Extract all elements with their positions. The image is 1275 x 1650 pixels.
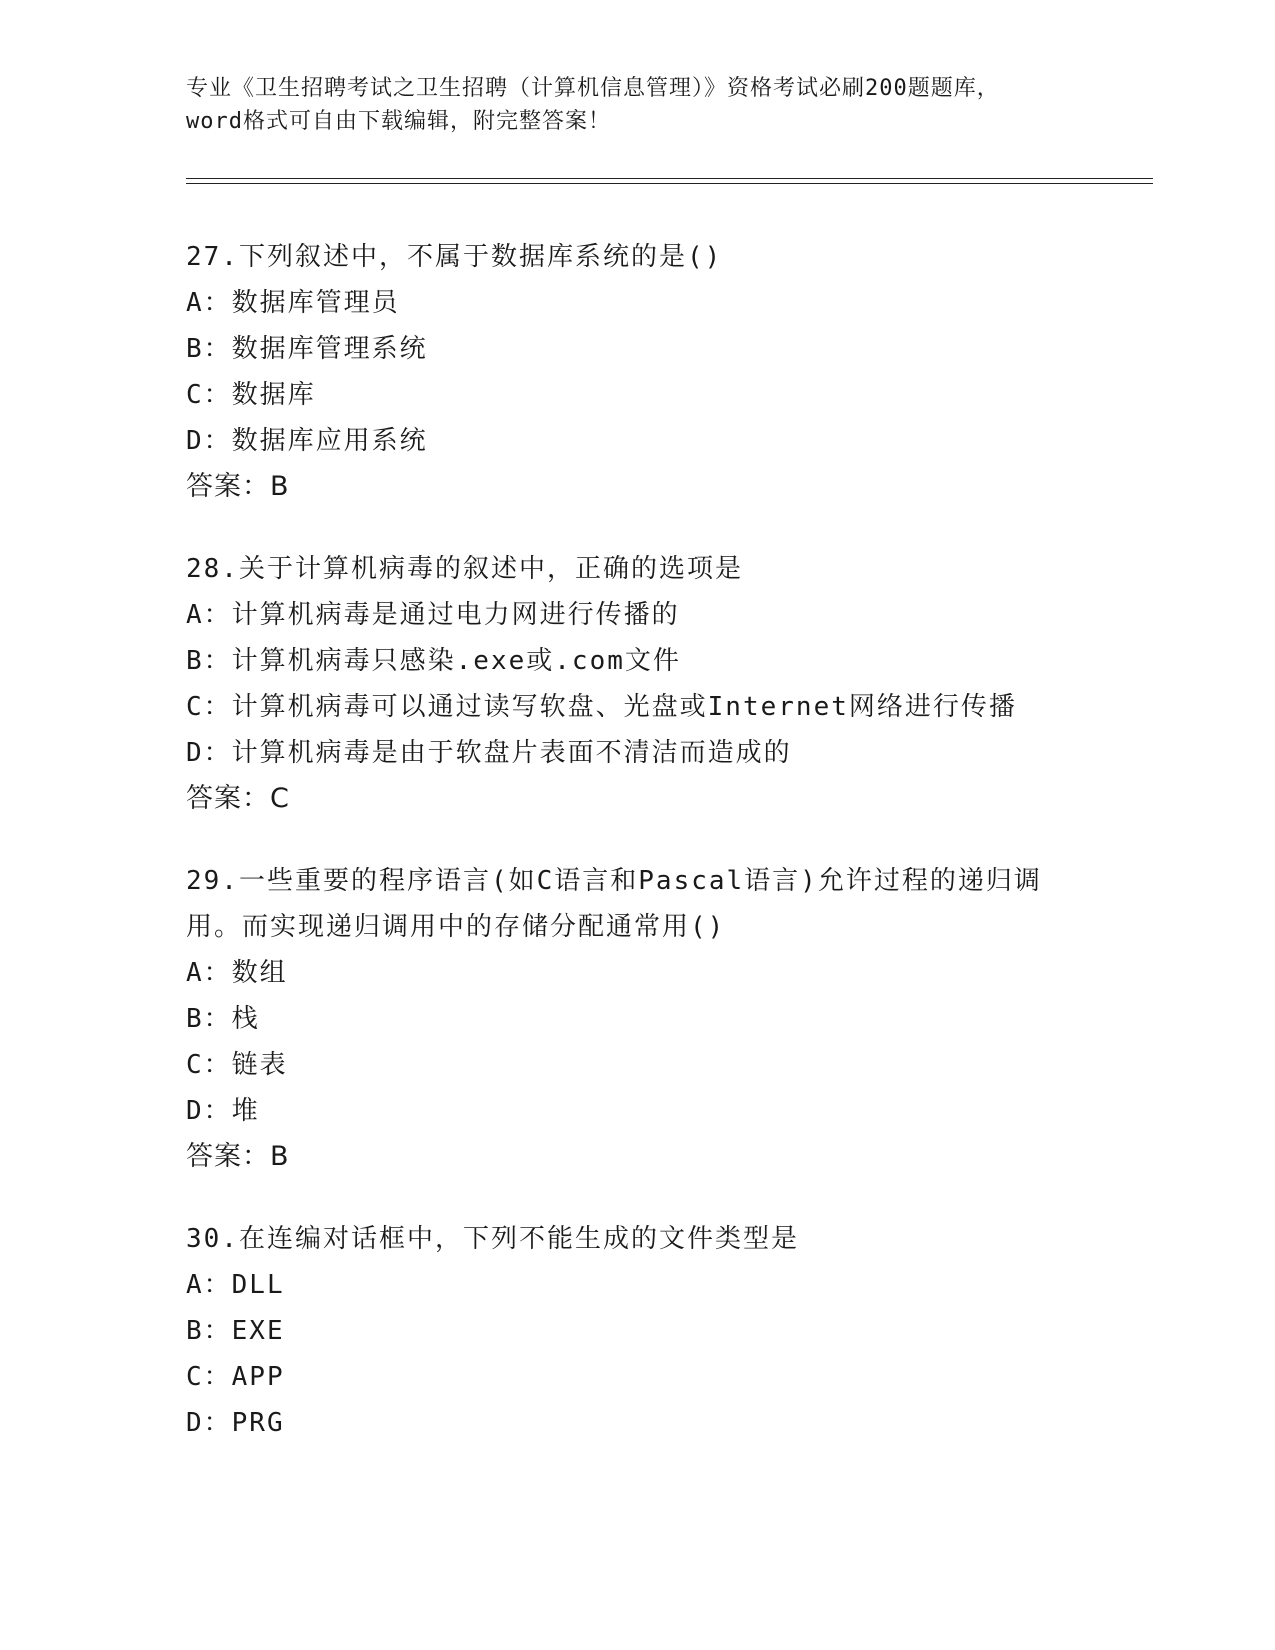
answer: 答案：B (186, 1141, 290, 1172)
option-a: A：DLL (186, 1270, 285, 1300)
answer: 答案：C (186, 783, 290, 814)
answer: 答案：B (186, 471, 290, 502)
question-list (186, 234, 1086, 1482)
question-stem: 27.下列叙述中，不属于数据库系统的是() (186, 242, 723, 272)
question-stem-continued: 用。而实现递归调用中的存储分配通常用() (186, 912, 726, 942)
question-stem: 28.关于计算机病毒的叙述中，正确的选项是 (186, 554, 743, 584)
option-d: D：PRG (186, 1408, 285, 1438)
question-28 (186, 546, 1086, 822)
header-divider-top (186, 178, 1153, 179)
option-b: B：EXE (186, 1316, 285, 1346)
option-c: C：计算机病毒可以通过读写软盘、光盘或Internet网络进行传播 (186, 692, 1017, 722)
option-c: C：数据库 (186, 380, 316, 410)
header-line-2: word格式可自由下载编辑，附完整答案！ (186, 109, 611, 134)
option-b: B：数据库管理系统 (186, 334, 428, 364)
question-stem: 29.一些重要的程序语言(如C语言和Pascal语言)允许过程的递归调 (186, 866, 1042, 896)
option-a: A：数据库管理员 (186, 288, 400, 318)
document-header (186, 72, 1066, 138)
header-divider-bottom (186, 183, 1153, 184)
question-stem: 30.在连编对话框中，下列不能生成的文件类型是 (186, 1224, 799, 1254)
option-a: A：计算机病毒是通过电力网进行传播的 (186, 600, 680, 630)
option-d: D：堆 (186, 1096, 260, 1126)
option-c: C：链表 (186, 1050, 288, 1080)
question-30 (186, 1216, 1086, 1446)
header-line-1: 专业《卫生招聘考试之卫生招聘（计算机信息管理）》资格考试必刷200题题库， (186, 76, 1000, 101)
option-b: B：计算机病毒只感染.exe或.com文件 (186, 646, 681, 676)
option-a: A：数组 (186, 958, 288, 988)
question-27 (186, 234, 1086, 510)
question-29 (186, 858, 1086, 1180)
option-b: B：栈 (186, 1004, 260, 1034)
option-c: C：APP (186, 1362, 285, 1392)
option-d: D：计算机病毒是由于软盘片表面不清洁而造成的 (186, 738, 792, 768)
option-d: D：数据库应用系统 (186, 426, 428, 456)
